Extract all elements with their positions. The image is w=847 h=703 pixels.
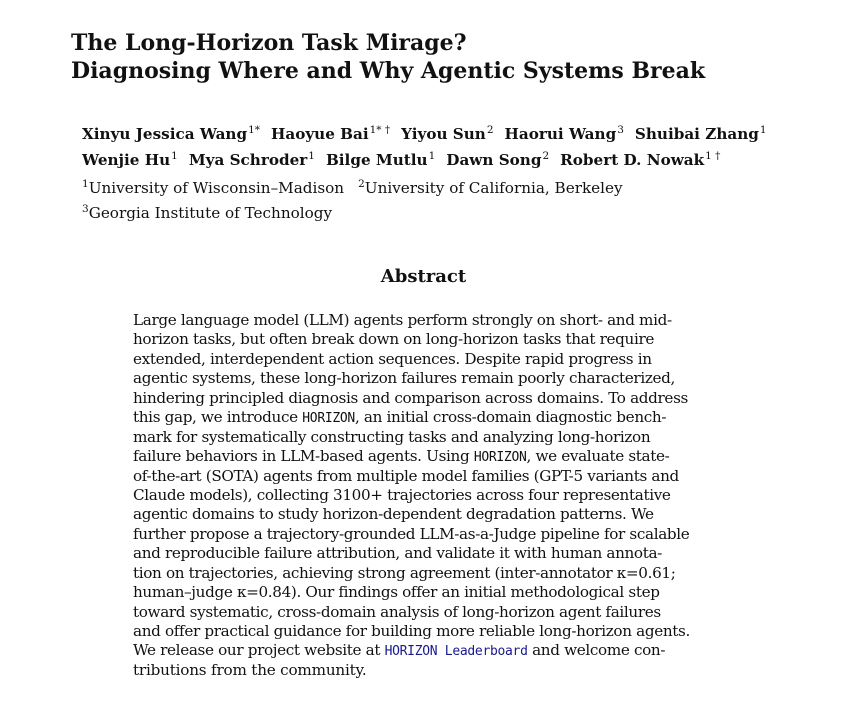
author-affiliation-marks: 1* † [369, 124, 391, 136]
abstract-text: and offer practical guidance for building more reliable long-horizon agents. [133, 622, 690, 640]
affiliation-1-number: 1 [82, 178, 89, 190]
abstract-line [133, 603, 706, 622]
abstract-text: agentic systems, these long-horizon failures remain poorly characterized, [133, 369, 675, 388]
abstract-text: failure behaviors in LLM-based agents. Using [133, 447, 474, 466]
abstract-line [133, 505, 706, 524]
benchmark-name: HORIZON [473, 450, 527, 466]
author-name: Haorui Wang [504, 125, 617, 144]
author-list [82, 119, 822, 171]
abstract-text: Large language model (LLM) agents perform strongly on short- and mid- [133, 311, 672, 329]
author-affiliation-marks: 2 [542, 150, 550, 163]
abstract-line [133, 408, 706, 427]
author-name: Bilge Mutlu [325, 151, 428, 170]
abstract-line [133, 350, 706, 369]
affiliation-1-name: University of Wisconsin–Madison [88, 179, 345, 198]
author-affiliation-marks: 3 [617, 124, 624, 136]
author-affiliation-marks: 1 [428, 150, 436, 163]
author [401, 125, 493, 143]
author [326, 151, 435, 169]
abstract-line [133, 428, 706, 447]
abstract-body [133, 311, 706, 680]
author-name: Xinyu Jessica Wang [82, 125, 248, 144]
author-name: Wenjie Hu [82, 151, 171, 170]
abstract-line [133, 525, 706, 544]
abstract-text: horizon tasks, but often break down on long-horizon tasks that require [133, 330, 655, 349]
abstract-text: agentic domains to study horizon-dependent degradation patterns. We [133, 505, 654, 524]
title-line-2: Diagnosing Where and Why Agentic Systems Break [71, 58, 706, 84]
author-affiliation-marks: 1 [308, 150, 315, 163]
abstract-text: tributions from the community. [133, 660, 367, 679]
abstract-text: , we evaluate state- [526, 447, 670, 466]
author-name: Yiyou Sun [401, 125, 486, 144]
paper-title [71, 29, 811, 85]
abstract-line [133, 544, 706, 563]
author-affiliation-marks: 1 [759, 124, 767, 136]
affiliations [82, 174, 822, 224]
author-line-1 [82, 119, 822, 145]
author [446, 151, 549, 169]
affiliation-3-name: Georgia Institute of Technology [88, 204, 333, 223]
author-name: Dawn Song [446, 151, 542, 170]
abstract-text: and welcome con- [527, 641, 666, 660]
abstract-text: toward systematic, cross-domain analysis of long-horizon agent failures [133, 602, 661, 621]
abstract-line [133, 389, 706, 408]
abstract-text: and reproducible failure attribution, and validate it with human annota- [133, 544, 662, 563]
author-name: Robert D. Nowak [560, 151, 705, 170]
abstract-text: this gap, we introduce [133, 408, 303, 427]
benchmark-name: HORIZON [302, 411, 355, 427]
abstract-text: Claude models), collecting 3100+ trajectories across four representative [133, 485, 671, 504]
affiliation-2-name: University of California, Berkeley [364, 179, 623, 198]
author [271, 125, 390, 143]
abstract-line [133, 661, 706, 680]
author [82, 125, 260, 143]
author-name: Mya Schroder [188, 151, 308, 170]
abstract-line [133, 641, 706, 660]
abstract-text: tion on trajectories, achieving strong agreement (inter-annotator κ=0.61; [133, 563, 676, 582]
abstract-line [133, 622, 706, 641]
author [189, 151, 315, 169]
affiliation-2-number: 2 [358, 178, 365, 190]
affiliation-1 [82, 179, 344, 197]
author [560, 151, 720, 169]
abstract-line [133, 369, 706, 388]
author-affiliation-marks: 1 † [705, 150, 721, 163]
abstract-text: of-the-art (SOTA) agents from multiple model families (GPT-5 variants and [133, 466, 679, 485]
abstract-line [133, 583, 706, 602]
abstract-line [133, 486, 706, 505]
author-affiliation-marks: 2 [486, 124, 494, 136]
affiliation-line-2 [82, 199, 822, 224]
author-affiliation-marks: 1 [171, 150, 178, 163]
leaderboard-link[interactable]: HORIZON Leaderboard [384, 644, 528, 660]
abstract-text: further propose a trajectory-grounded LLM-as-a-Judge pipeline for scalable [133, 524, 690, 543]
abstract-line [133, 564, 706, 583]
affiliation-line-1 [82, 174, 822, 199]
abstract-text: extended, interdependent action sequences. Despite rapid progress in [133, 349, 652, 368]
author [82, 151, 178, 169]
affiliation-3-number: 3 [82, 203, 89, 216]
abstract-text: , an initial cross-domain diagnostic bench- [354, 408, 667, 427]
affiliation-3 [82, 204, 332, 222]
abstract-heading: Abstract [380, 266, 467, 287]
author [505, 125, 624, 143]
abstract-text: hindering principled diagnosis and comparison across domains. To address [133, 388, 688, 407]
author-affiliation-marks: 1* [248, 124, 261, 136]
affiliation-2 [358, 179, 623, 197]
abstract-text: mark for systematically constructing tasks and analyzing long-horizon [133, 427, 651, 446]
abstract-text: We release our project website at [133, 641, 385, 660]
abstract-line [133, 467, 706, 486]
abstract-line [133, 311, 706, 330]
abstract-line [133, 447, 706, 466]
title-line-1: The Long-Horizon Task Mirage? [71, 30, 467, 56]
abstract-text: human–judge κ=0.84). Our findings offer an initial methodological step [133, 583, 660, 602]
author-name: Haoyue Bai [271, 125, 369, 144]
author-line-2 [82, 145, 822, 171]
author [635, 125, 767, 143]
author-name: Shuibai Zhang [634, 125, 759, 144]
abstract-line [133, 330, 706, 349]
